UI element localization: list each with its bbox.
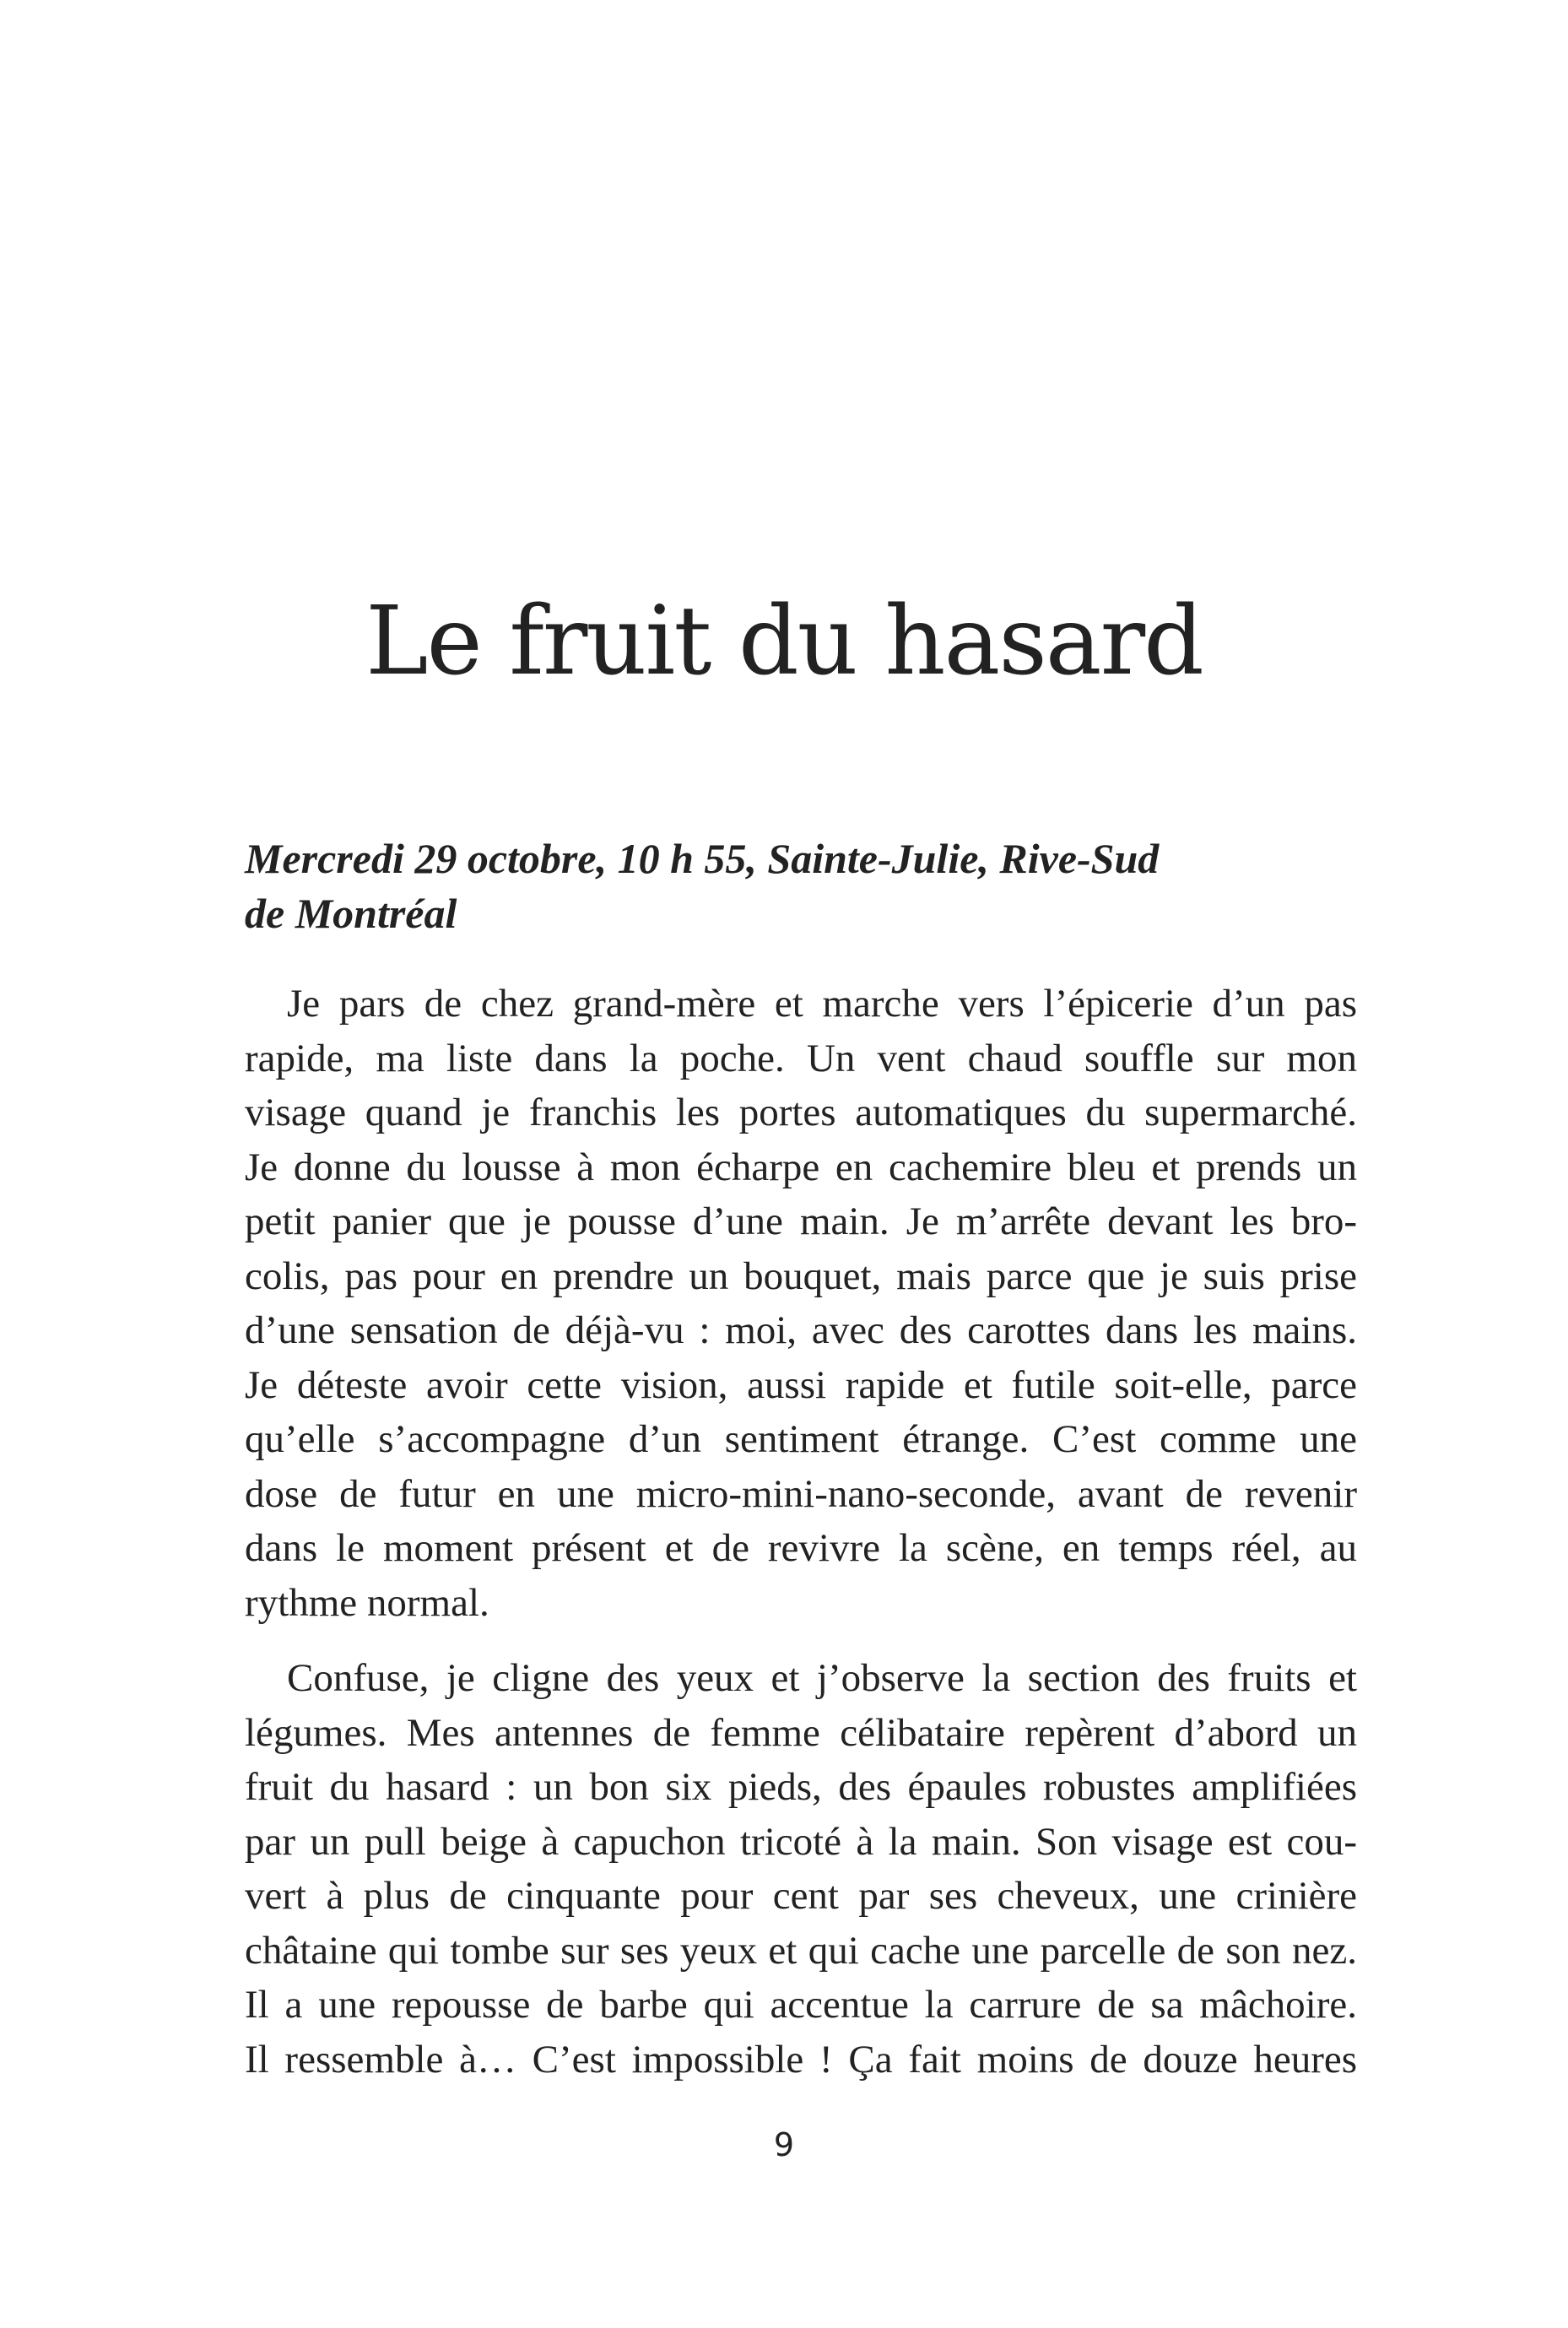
- text-line: vert à plus de cinquante pour cent par ses cheveux, une crinière: [245, 1874, 1357, 1918]
- text-line: petit panier que je pousse d’une main. Je m’arrête devant les bro-: [245, 1199, 1357, 1243]
- text-line: colis, pas pour en prendre un bouquet, mais parce que je suis prise: [245, 1253, 1357, 1298]
- dateline-line-2: de Montréal: [245, 890, 457, 937]
- text-line: Je pars de chez grand-mère et marche vers l’épicerie d’un pas: [287, 982, 1357, 1026]
- body-text: [245, 977, 1357, 2087]
- text-line: Je déteste avoir cette vision, aussi rapide et futile soit-elle, parce: [245, 1362, 1357, 1407]
- paragraph-1: [245, 977, 1357, 1630]
- text-line: Confuse, je cligne des yeux et j’observe la section des fruits et: [287, 1656, 1357, 1700]
- text-line: Il ressemble à… C’est impossible ! Ça fait moins de douze heures: [245, 2037, 1357, 2082]
- text-line: fruit du hasard : un bon six pieds, des épaules robustes amplifiées: [245, 1765, 1357, 1809]
- text-line: Il a une repousse de barbe qui accentue la carrure de sa mâchoire.: [245, 1983, 1357, 2027]
- dateline-line-1: Mercredi 29 octobre, 10 h 55, Sainte-Julie, Rive-Sud: [245, 835, 1160, 882]
- text-line: qu’elle s’accompagne d’un sentiment étrange. C’est comme une: [245, 1417, 1357, 1461]
- text-line: châtaine qui tombe sur ses yeux et qui cache une parcelle de son nez.: [245, 1928, 1357, 1973]
- text-line: légumes. Mes antennes de femme célibataire repèrent d’abord un: [245, 1710, 1357, 1755]
- chapter-title: Le fruit du hasard: [365, 587, 1203, 696]
- paragraph-2: [245, 1651, 1357, 2087]
- text-line: dose de futur en une micro-mini-nano-seconde, avant de revenir: [245, 1471, 1357, 1516]
- text-line: d’une sensation de déjà-vu : moi, avec des carottes dans les mains.: [245, 1308, 1357, 1352]
- text-line: rapide, ma liste dans la poche. Un vent chaud souffle sur mon: [245, 1036, 1357, 1080]
- page-number: 9: [773, 2126, 795, 2163]
- text-line: par un pull beige à capuchon tricoté à la main. Son visage est cou-: [245, 1819, 1357, 1864]
- text-line: visage quand je franchis les portes automatiques du supermarché.: [245, 1091, 1357, 1134]
- text-line: dans le moment présent et de revivre la scène, en temps réel, au: [245, 1526, 1357, 1570]
- text-line: Je donne du lousse à mon écharpe en cachemire bleu et prends un: [245, 1145, 1357, 1189]
- text-line: rythme normal.: [245, 1580, 489, 1625]
- dateline: [245, 831, 1342, 941]
